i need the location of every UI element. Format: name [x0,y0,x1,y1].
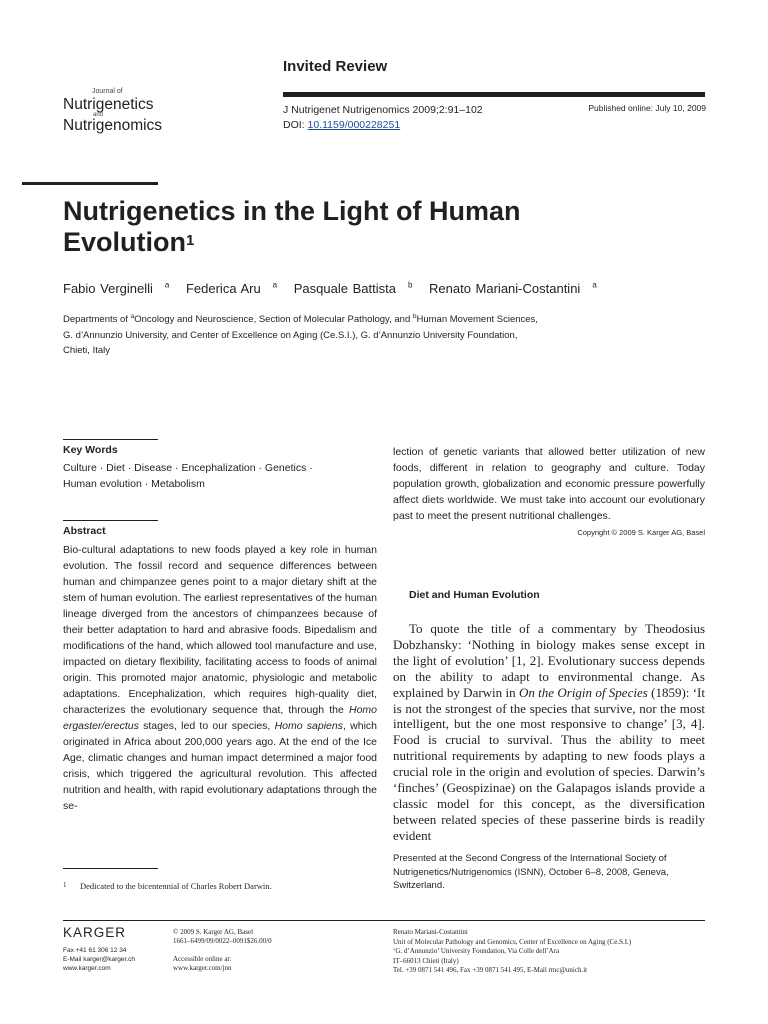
access-url[interactable]: www.karger.com/jnn [173,964,232,972]
author-name: Fabio Verginelli [63,281,153,297]
corr-line2: ‘G. d’Annunzio’ University Foundation, Via Colle dell’Ara [393,947,560,955]
abstract-italic: Homo ergaster/erectus [63,704,377,732]
corr-line3: IT–66013 Chieti (Italy) [393,956,459,965]
journal-logo-small-text: Journal of [92,88,123,95]
abstract-text [63,542,377,814]
abstract-italic: Homo sapiens [274,720,343,732]
author-affil-mark: a [164,281,170,290]
abstract-continuation [393,444,705,541]
author [294,281,413,296]
journal-logo-line1: Nutrigenetics [63,96,154,113]
author [429,281,597,296]
body-text-part: (1859): ‘It is not the strongest of the species that survive, nor the most intelligent, but the one most responsive to change’ [3, 4]. Food is crucial to survival. Thus the ability to meet nutritional requirements by adapting to new foods plays a crucial role in the origin and evolution of species. Darwin’s ‘finches’ (Geospizinae) on the Galapagos islands provide a classic model for this concept, as the diversification between related species of these passerine birds is readily evident [393,684,705,843]
footnote [63,881,272,891]
book-title-italic: On the Origin of Species [518,684,648,700]
publisher-contact [63,946,135,973]
corr-line1: Unit of Molecular Pathology and Genomics, Center of Excellence on Aging (Ce.S.I.) [393,937,632,946]
author-name: Federica Aru [185,281,261,297]
footnote-number: 1 [63,881,67,889]
footnote-rule [63,868,158,869]
corr-line4: Tel. +39 0871 541 496, Fax +39 0871 541 495, E-Mail rmc@unich.it [393,966,588,974]
keywords-heading: Key Words [63,444,118,456]
access-label: Accessible online at: [173,955,232,963]
author-name: Pasquale Battista [293,281,396,297]
author-affil-mark: b [407,281,413,290]
affil-prefix: Departments of [63,314,131,326]
title-line2-text: Evolution [63,227,186,257]
keywords-line2: Human evolution · Metabolism [63,478,205,490]
affiliation-line3: Chieti, Italy [63,345,110,357]
footer-copyright [173,928,272,973]
title-footnote-mark: 1 [186,232,195,249]
header-rule [283,92,705,97]
author-name: Renato Mariani-Costantini [429,281,581,297]
publisher-web[interactable]: www.karger.com [63,965,111,972]
author-list [63,281,609,296]
affil-mark-b: b [412,313,417,320]
footer-rule [63,920,705,921]
author-affil-mark: a [272,281,278,290]
corr-name: Renato Mariani-Costantini [393,928,468,936]
presented-note: Presented at the Second Congress of the International Society of Nutrigenetics/Nutrigenomics (ISNN), October 6–8, 2008, Geneva, Switzerland. [393,853,669,891]
abstract-text-part: stages, led to our species, [138,720,275,732]
abstract-text-part: Bio-cultural adaptations to new foods played a key role in human evolution. The fossil record and sequence differences between human and chimpanzee genes point to a major dietary shift at the stem of human evolution. The earliest representatives of the human lineage diverged from the ancestors of chimpanzees because of their better adaptation to hard and abrasive foods. Bipedalism and modifications of the hand, which allowed tool manufacture and use, impacted on dietary flexibility, facilitating access to foods of animal origin. This promoted major anatomic, physiologic and metabolic adaptations. Encephalization, which requires high-quality diet, characterizes the evolutionary sequence that, through the [63,544,377,716]
publisher-email: E-Mail karger@karger.ch [63,956,135,963]
abstract-heading: Abstract [63,525,106,537]
author [186,281,277,296]
correspondence [393,928,631,976]
publisher-fax: Fax +41 61 306 12 34 [63,947,127,954]
affiliation-line2: G. d’Annunzio University, and Center of Excellence on Aging (Ce.S.I.), G. d’Annunzio University Foundation, [63,329,518,341]
doi-line [283,118,483,133]
footer-copyright-text: © 2009 S. Karger AG, Basel [173,928,254,936]
author [63,281,169,296]
body-paragraph [393,621,705,844]
section-body [393,621,705,844]
journal-logo-and: and [93,111,104,118]
title-line2 [63,227,663,258]
body-text-part: To quote the title of a commentary by Theodosius Dobzhansky: ‘Nothing in biology makes sense except in the light of evolution’ [1, 2]. Evolutionary success depends on the ability to adapt to environmental change. As explained by Darwin in [393,621,705,700]
footnote-text: Dedicated to the bicentennial of Charles Robert Darwin. [80,881,272,891]
article-title [63,196,663,258]
published-date: Published online: July 10, 2009 [588,103,706,113]
affil-mark-a: a [130,313,135,320]
publisher-logo: KARGER [63,925,127,940]
affil-part-a: Oncology and Neuroscience, Section of Molecular Pathology, and [134,314,413,326]
title-rule [22,182,158,185]
citation-block [283,103,483,133]
keywords-rule [63,439,158,440]
doi-label: DOI: [283,119,308,131]
abstract-text-part: , which originated in Africa about 200,000 years ago. At the end of the Ice Age, climatic changes and human impact determined a major food crisis, which triggered the agricultural revolution. This affected nutrition and health, with rapid evolutionary adaptations through the se- [63,720,377,812]
affiliations [63,309,623,359]
copyright-notice: Copyright © 2009 S. Karger AG, Basel [577,528,705,537]
author-affil-mark: a [592,281,597,290]
journal-logo-line2: Nutrigenomics [63,116,163,134]
footer-issn: 1661–6499/09/0022–0091$26.00/0 [173,937,272,945]
doi-link[interactable]: 10.1159/000228251 [307,119,401,131]
title-line1: Nutrigenetics in the Light of Human [63,196,521,226]
section-heading: Diet and Human Evolution [409,589,540,601]
keywords-line1: Culture · Diet · Disease · Encephalization · Genetics · [63,462,313,474]
abstract-rule [63,520,158,521]
keywords-list [63,460,363,492]
affiliation-line1 [63,309,623,328]
citation: J Nutrigenet Nutrigenomics 2009;2:91–102 [283,104,483,116]
journal-logo [63,96,162,135]
affil-part-b: Human Movement Sciences, [416,314,538,326]
article-type: Invited Review [283,58,388,75]
abstract-continuation-text: lection of genetic variants that allowed better utilization of new foods, different in relation to geography and culture. Today population growth, globalization and economic pressure powerfully affect diets worldwide. We must take into account our evolutionary past to meet the present nutritional challenges. [393,446,705,522]
